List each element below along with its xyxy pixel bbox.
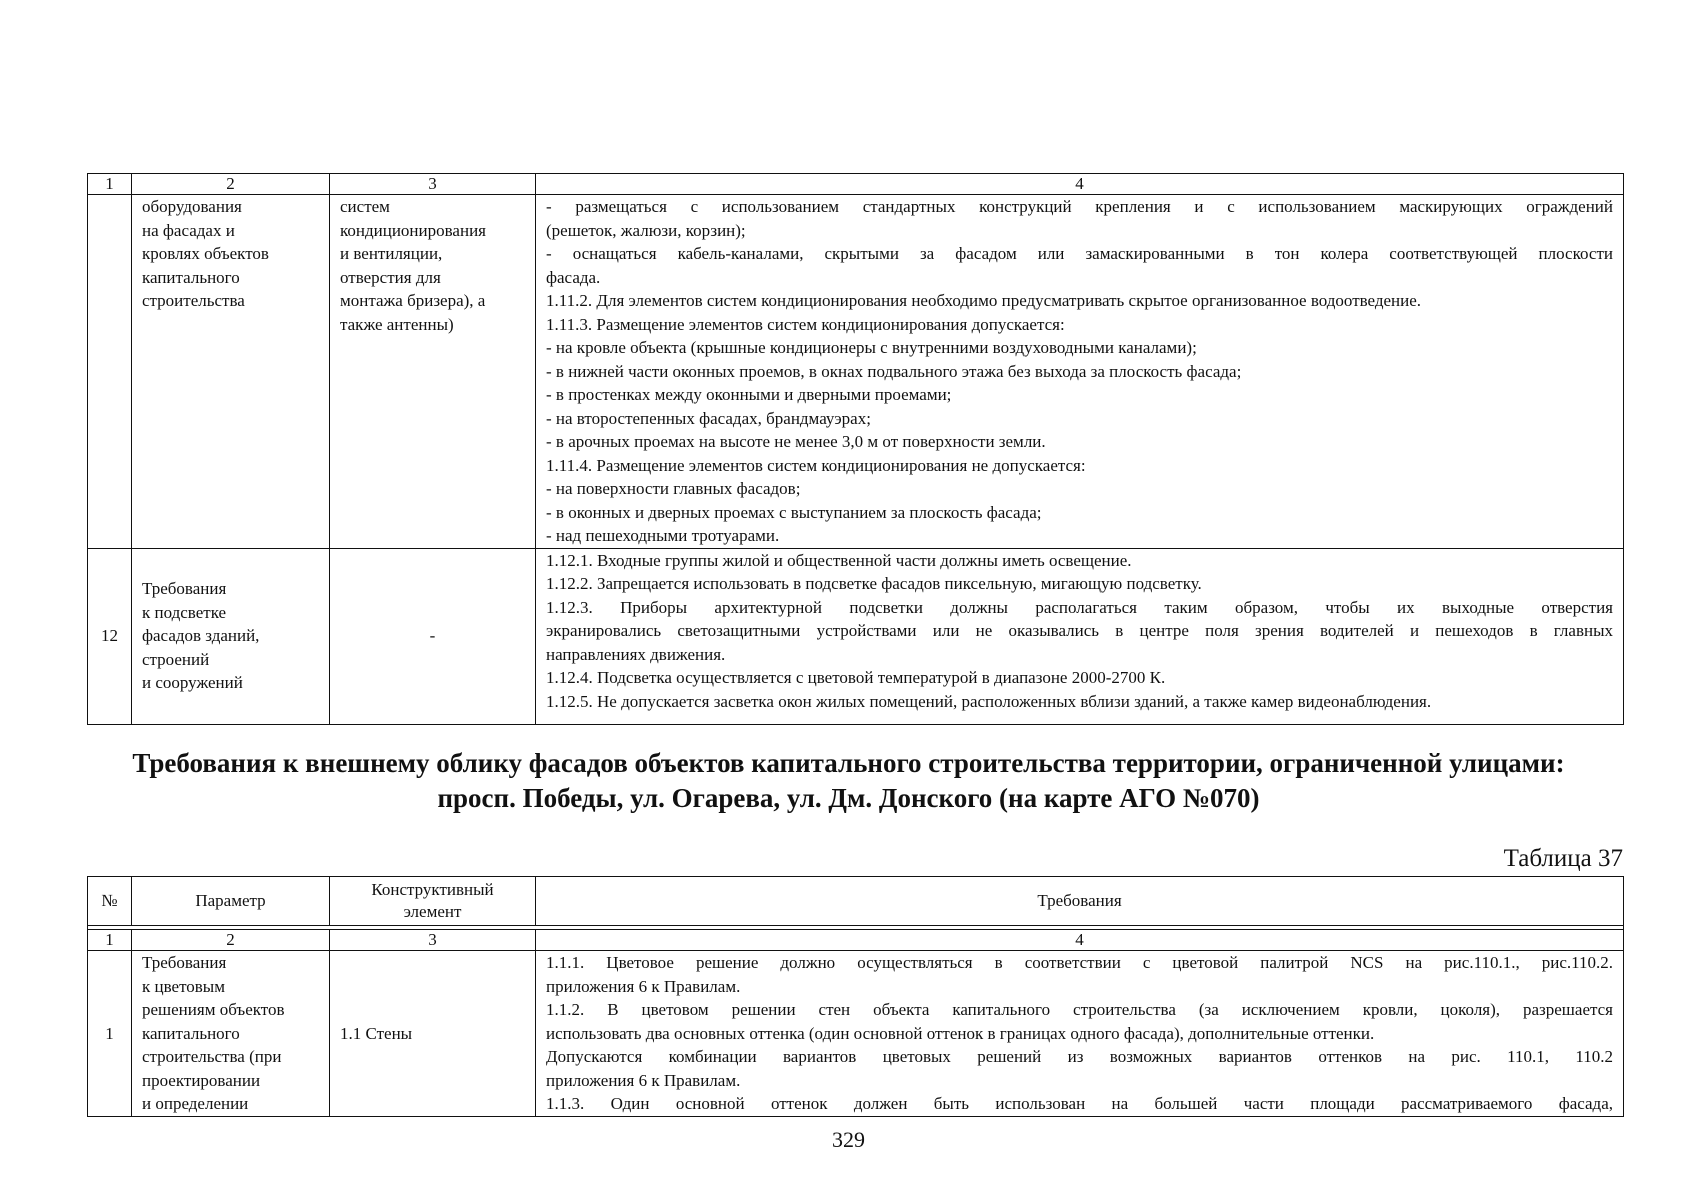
requirement-line: (решеток, жалюзи, корзин); xyxy=(546,220,746,240)
requirement-line: - в оконных и дверных проемах с выступанием за плоскость фасада; xyxy=(546,502,1042,522)
element-line: кондиционирования xyxy=(340,220,486,240)
parameter-line: решениям объектов xyxy=(142,1000,285,1019)
parameter-cell xyxy=(132,951,330,1117)
requirement-line: Допускаются комбинации вариантов цветовых решений из возможных вариантов оттенков на рис. 110.1, 110.2 xyxy=(546,1047,1613,1066)
requirement-line: 1.12.3. Приборы архитектурной подсветки должны располагаться таким образом, чтобы их выходные отверстия xyxy=(546,597,1613,617)
col-num-1: 1 xyxy=(88,174,132,195)
element-line: систем xyxy=(340,197,390,216)
parameter-line: строений xyxy=(142,649,210,669)
parameter-cell xyxy=(132,548,330,724)
col-num-1: 1 xyxy=(88,930,132,951)
column-number-row xyxy=(88,174,1624,195)
requirement-line: 1.12.2. Запрещается использовать в подсветке фасадов пиксельную, мигающую подсветку. xyxy=(546,574,1202,593)
parameter-line: капитального xyxy=(142,267,240,287)
col-num-3: 3 xyxy=(330,930,536,951)
parameter-line: кровлях объектов xyxy=(142,244,269,263)
header-element-line: Конструктивный xyxy=(371,880,494,899)
table-label: Таблица 37 xyxy=(1503,845,1623,872)
element-line: отверстия для xyxy=(340,267,441,287)
col-num-2: 2 xyxy=(132,174,330,195)
requirement-line: 1.11.3. Размещение элементов систем кондиционирования допускается: xyxy=(546,314,1065,334)
requirement-line: 1.12.1. Входные группы жилой и общественной части должны иметь освещение. xyxy=(546,550,1132,570)
table-header-row xyxy=(88,877,1624,926)
element-line: монтажа бризера), а xyxy=(340,291,486,310)
requirements-table xyxy=(87,876,1624,1117)
requirement-line: - на поверхности главных фасадов; xyxy=(546,479,801,498)
element-line: также антенны) xyxy=(340,314,454,334)
parameter-cell xyxy=(132,195,330,549)
col-num-3: 3 xyxy=(330,174,536,195)
requirements-cell xyxy=(536,548,1624,724)
page-number: 329 xyxy=(832,1127,865,1152)
header-requirements: Требования xyxy=(536,877,1624,926)
requirement-line: 1.12.4. Подсветка осуществляется с цветовой температурой в диапазоне 2000-2700 К. xyxy=(546,668,1166,687)
section-heading-line: просп. Победы, ул. Огарева, ул. Дм. Донского (на карте АГО №070) xyxy=(437,783,1260,813)
requirement-line: 1.11.2. Для элементов систем кондиционирования необходимо предусматривать скрытое организованное водоотведение. xyxy=(546,291,1422,310)
parameter-line: проектировании xyxy=(142,1070,261,1090)
element-line: и вентиляции, xyxy=(340,244,443,263)
table-row xyxy=(88,548,1624,724)
requirement-line: 1.11.4. Размещение элементов систем кондиционирования не допускается: xyxy=(546,455,1086,475)
section-heading-line: Требования к внешнему облику фасадов объектов капитального строительства территории, ограниченной улицами: xyxy=(132,748,1565,778)
requirement-line: - в нижней части оконных проемов, в окнах подвального этажа без выхода за плоскость фасада; xyxy=(546,361,1242,381)
requirement-line: 1.1.1. Цветовое решение должно осуществляться в соответствии с цветовой палитрой NCS на рис.110.1., рис.110.2. xyxy=(546,953,1613,972)
element-cell: 1.1 Стены xyxy=(330,951,536,1117)
header-number: № xyxy=(88,877,132,926)
section-heading xyxy=(60,746,1637,816)
requirements-cell xyxy=(536,195,1624,549)
col-num-4: 4 xyxy=(536,930,1624,951)
row-number-cell: 12 xyxy=(88,548,132,724)
parameter-line: строительства (при xyxy=(142,1047,282,1066)
header-element-line: элемент xyxy=(403,902,462,921)
requirement-line: - в простенках между оконными и дверными проемами; xyxy=(546,385,952,404)
requirement-line: экранировались светозащитными устройствами или не оказывались в центре поля зрения водителей и пешеходов в главных xyxy=(546,621,1613,640)
element-cell: - xyxy=(330,548,536,724)
col-num-4: 4 xyxy=(536,174,1624,195)
parameter-line: строительства xyxy=(142,291,245,310)
parameter-line: оборудования xyxy=(142,197,242,216)
header-parameter: Параметр xyxy=(132,877,330,926)
requirement-line: приложения 6 к Правилам. xyxy=(546,1070,741,1090)
parameter-line: и определении xyxy=(142,1094,249,1113)
element-cell xyxy=(330,195,536,549)
continuation-table xyxy=(87,173,1624,725)
table-row xyxy=(88,951,1624,1117)
row-number-cell: 1 xyxy=(88,951,132,1117)
parameter-line: и сооружений xyxy=(142,673,243,693)
requirement-line: фасада. xyxy=(546,267,601,287)
requirement-line: приложения 6 к Правилам. xyxy=(546,976,741,996)
requirement-line: - в арочных проемах на высоте не менее 3,0 м от поверхности земли. xyxy=(546,432,1046,451)
parameter-line: к цветовым xyxy=(142,976,225,996)
requirement-line: - над пешеходными тротуарами. xyxy=(546,526,780,545)
requirement-line: - размещаться с использованием стандартных конструкций крепления и с использованием маскирующих ограждений xyxy=(546,197,1613,216)
header-element xyxy=(330,877,536,926)
column-number-row xyxy=(88,930,1624,951)
parameter-line: к подсветке xyxy=(142,602,227,622)
requirement-line: - оснащаться кабель-каналами, скрытыми за фасадом или замаскированными в тон колера соответствующей плоскости xyxy=(546,244,1613,263)
requirement-line: использовать два основных оттенка (один основной оттенок в границах одного фасада), дополнительные оттенки. xyxy=(546,1023,1375,1043)
parameter-line: капитального xyxy=(142,1023,240,1043)
parameter-line: на фасадах и xyxy=(142,220,235,240)
requirement-line: - на второстепенных фасадах, брандмауэрах; xyxy=(546,408,871,428)
row-number-cell xyxy=(88,195,132,549)
parameter-line: Требования xyxy=(142,953,227,972)
parameter-line: фасадов зданий, xyxy=(142,626,260,646)
requirement-line: 1.1.2. В цветовом решении стен объекта капитального строительства (за исключением кровли, цоколя), разрешается xyxy=(546,1000,1613,1019)
parameter-line: Требования xyxy=(142,579,227,599)
requirement-line: 1.12.5. Не допускается засветка окон жилых помещений, расположенных вблизи зданий, а также камер видеонаблюдения. xyxy=(546,691,1432,711)
requirement-line: - на кровле объекта (крышные кондиционеры с внутренними воздуховодными каналами); xyxy=(546,338,1197,357)
table-row xyxy=(88,195,1624,549)
requirement-line: 1.1.3. Один основной оттенок должен быть использован на большей части площади рассматриваемого фасада, xyxy=(546,1094,1613,1113)
col-num-2: 2 xyxy=(132,930,330,951)
requirements-cell xyxy=(536,951,1624,1117)
requirement-line: направлениях движения. xyxy=(546,644,726,664)
